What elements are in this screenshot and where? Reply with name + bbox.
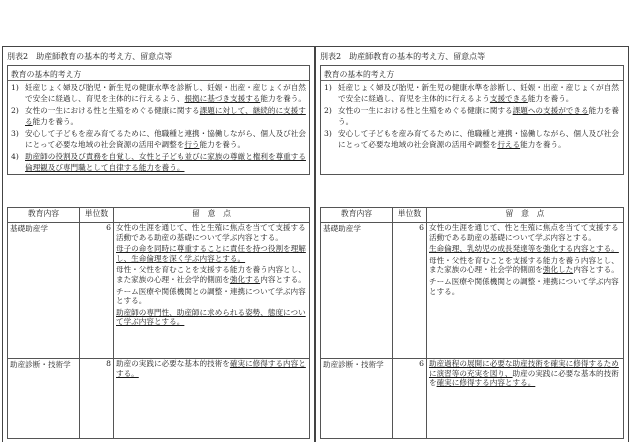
item-number: 1): [11, 83, 19, 92]
underlined-text: 生命倫理、乳幼児の成長発達等を強化する内容とする。: [429, 244, 619, 254]
underlined-text: 強化する: [229, 274, 261, 284]
note-paragraph: [116, 287, 307, 306]
underlined-text: 根拠に基づき支援する: [184, 93, 261, 103]
note-paragraph: [429, 223, 621, 242]
concept-box: [7, 65, 310, 175]
underlined-text: 課題への支援ができる: [512, 106, 589, 115]
note-paragraph: [429, 244, 621, 254]
note-paragraph: [429, 359, 621, 388]
item-text: [338, 106, 620, 127]
curriculum-table: [7, 207, 310, 439]
header-notes: 留 意 点: [427, 208, 624, 223]
subject-cell: 助産診断・技術学: [321, 359, 393, 439]
item-number: 2): [11, 106, 19, 115]
underlined-text: 行う: [184, 139, 200, 149]
text-segment: 能力を養う。: [260, 93, 306, 103]
underlined-text: 助産過程の展開に必要な助産技術を確実に修得するために演習等の充実を図り、: [429, 359, 619, 378]
item-number: 2): [324, 106, 332, 115]
underlined-text: 課題に対して、継続的に支援する: [25, 106, 306, 126]
concept-item: [324, 129, 620, 150]
text-segment: 母性・父性を育むことを支援する能力を養う内容とし、また家族の心理・社会学的側面を: [116, 265, 306, 284]
text-segment: 母性・父性を育むことを支援する能力を養う内容とし、また家族の心理・社会学的側面を: [429, 255, 619, 275]
text-segment: 助産の実践に必要な基本的技術を: [429, 368, 619, 388]
concept-item: [11, 106, 306, 127]
note-paragraph: [116, 244, 307, 263]
item-number: 4): [11, 152, 19, 161]
item-number: 1): [324, 83, 332, 92]
text-segment: 女性の生涯を通じて、性と生殖に焦点を当てて支援する活動である助産の基礎について学ぶ内容とする。: [429, 223, 619, 242]
concept-title: 教育の基本的考え方: [11, 70, 82, 79]
item-text: [25, 83, 306, 104]
text-segment: 妊産じょく婦及び胎児・新生児の健康水準を診断し、妊娠・出産・産じょくが自然で安全に経過し、育児を主体的に行えるよう、: [25, 83, 306, 103]
concept-item: [11, 129, 306, 150]
header-subject: 教育内容: [8, 208, 80, 223]
underlined-text: 行える: [497, 139, 521, 149]
text-segment: 安心して子どもを産み育てるために、他職種と連携・協働しながら、個人及び社会にとって必要な地域の社会資源の活用や調整を: [338, 129, 619, 149]
units-cell: 6: [393, 223, 427, 359]
notes-cell: [114, 223, 310, 359]
underlined-text: 支援できる: [489, 93, 528, 103]
table-row: [321, 223, 624, 359]
underlined-text: 助産師の役割及び責務を自覚し、女性と子ども並びに家族の尊厳と権利を尊重する倫理観及び専門職として自律する能力を養う。: [25, 152, 306, 172]
panel-revised: [2, 46, 315, 442]
table-row: [321, 359, 624, 439]
text-segment: 女性の生涯を通じて、性と生殖に焦点を当てて支援する活動である助産の基礎について学ぶ内容とする。: [116, 223, 306, 242]
notes-cell: [427, 223, 624, 359]
header-units: 単位数: [80, 208, 114, 223]
concept-item: [11, 83, 306, 104]
concept-items: [11, 83, 306, 175]
text-segment: チーム医療や関係機関との調整・連携について学ぶ内容とする。: [116, 286, 306, 306]
note-paragraph: [116, 359, 307, 378]
text-segment: 能力を養う。: [199, 139, 246, 149]
item-text: [25, 129, 306, 150]
item-text: [25, 106, 306, 127]
text-segment: チーム医療や関係機関との調整・連携について学ぶ内容とする。: [429, 276, 619, 296]
note-paragraph: [116, 265, 307, 284]
text-segment: 能力を養う。: [520, 139, 566, 149]
text-segment: 女性の一生における性と生殖をめぐる健康に関する: [338, 106, 513, 115]
panel-current: [315, 46, 629, 442]
header-notes: 留 意 点: [114, 208, 310, 223]
divider: [321, 80, 623, 81]
item-text: [338, 83, 620, 104]
panel-heading: 別表2 助産師教育の基本的考え方、留意点等: [320, 52, 486, 61]
header-subject: 教育内容: [321, 208, 393, 223]
header-units: 単位数: [393, 208, 427, 223]
concept-item: [11, 152, 306, 173]
table-row: [8, 223, 310, 359]
units-cell: 6: [80, 223, 114, 359]
underlined-text: 強化した: [542, 265, 574, 275]
note-paragraph: [429, 256, 621, 275]
text-segment: 妊産じょく婦及び胎児・新生児の健康水準を診断し、妊娠・出産・産じょくが自然で安全に経過し、育児を主体的に行えるよう: [338, 83, 619, 103]
underlined-text: 助産師の専門性、助産師に求められる姿勢、態度について学ぶ内容とする。: [116, 307, 306, 327]
curriculum-table: [320, 207, 624, 439]
concept-item: [324, 106, 620, 127]
concept-item: [324, 83, 620, 104]
text-segment: 能力を養う。: [527, 93, 574, 103]
text-segment: 女性の一生における性と生殖をめぐる健康に関する: [25, 106, 200, 115]
subject-cell: 基礎助産学: [321, 223, 393, 359]
divider: [8, 80, 309, 81]
underlined-text: 確実に修得する内容とする。: [116, 359, 306, 378]
note-paragraph: [429, 277, 621, 296]
item-text: [338, 129, 620, 150]
text-segment: 安心して子どもを産み育てるために、他職種と連携・協働しながら、個人及び社会にとって必要な地域の社会資源の活用や調整を: [25, 129, 306, 149]
units-cell: 6: [393, 359, 427, 439]
notes-cell: [427, 359, 624, 439]
text-segment: 能力を養う。: [32, 116, 79, 126]
underlined-text: 母子の命を同時に尊重することに責任を持つ役割を理解し、生命倫理を深く学ぶ内容とする。: [116, 244, 306, 263]
text-segment: 内容とする。: [573, 265, 619, 275]
text-segment: 能力を養う。: [338, 106, 619, 126]
item-text: [25, 152, 306, 173]
concept-box: [320, 65, 624, 175]
concept-title: 教育の基本的考え方: [324, 70, 395, 79]
item-number: 3): [11, 129, 19, 138]
concept-items: [324, 83, 620, 152]
notes-cell: [114, 359, 310, 439]
text-segment: 内容とする。: [260, 274, 306, 284]
subject-cell: 基礎助産学: [8, 223, 80, 359]
text-segment: 助産の実践に必要な基本的技術を: [116, 359, 230, 368]
units-cell: 8: [80, 359, 114, 439]
item-number: 3): [324, 129, 332, 138]
subject-cell: 助産診断・技術学: [8, 359, 80, 439]
panel-heading: 別表2 助産師教育の基本的考え方、留意点等: [7, 52, 173, 61]
note-paragraph: [116, 223, 307, 242]
underlined-text: 確実に修得する内容とする。: [436, 378, 536, 388]
note-paragraph: [116, 308, 307, 327]
table-row: [8, 359, 310, 439]
